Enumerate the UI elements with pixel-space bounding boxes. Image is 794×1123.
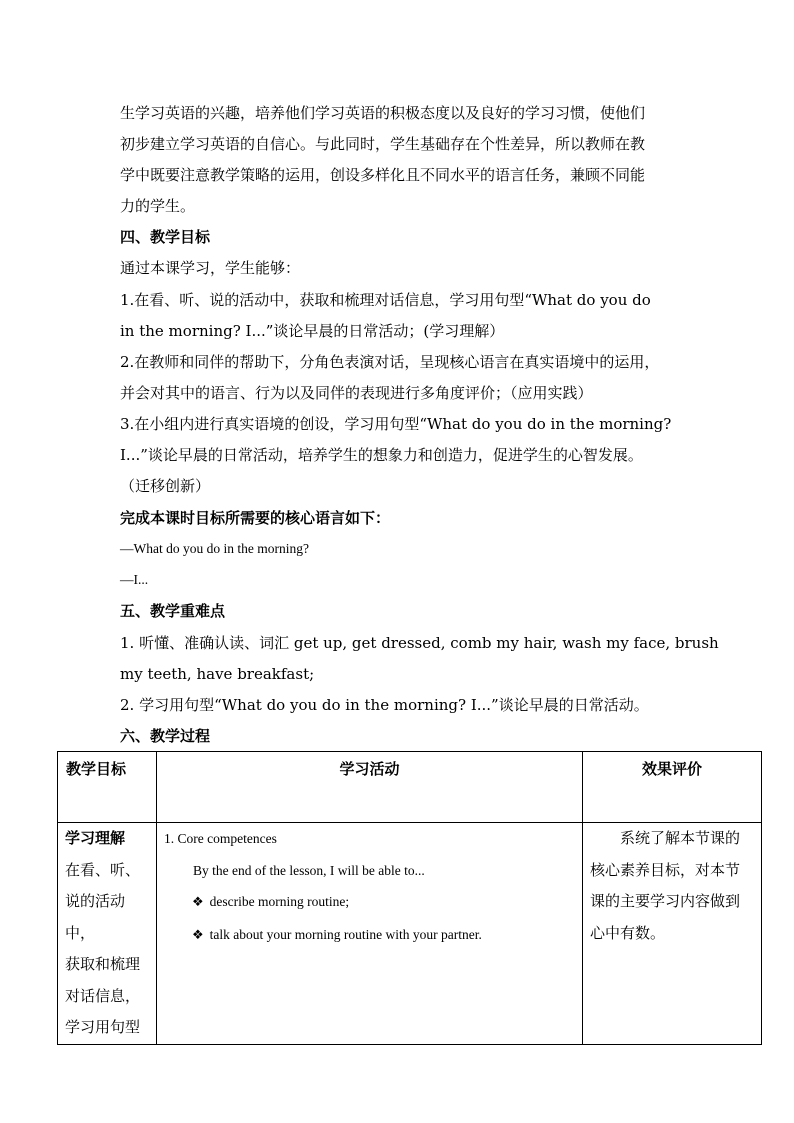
paragraph-line: 学中既要注意教学策略的运用，创设多样化且不同水平的语言任务，兼顾不同能: [120, 166, 646, 184]
goal-line: 对话信息，: [65, 986, 141, 1005]
goal-line: 在看、听、: [65, 860, 141, 879]
core-language-heading: 完成本课时目标所需要的核心语言如下：: [120, 509, 391, 527]
evaluation-line: 心中有数。: [590, 923, 666, 942]
goal-line: 学习用句型: [65, 1018, 141, 1036]
evaluation-line: 系统了解本节课的: [620, 829, 741, 847]
goal-line: 获取和梳理: [65, 955, 141, 973]
section-heading-process: 六、教学过程: [120, 727, 211, 745]
activity-bullet: ❖ describe morning routine;: [192, 894, 350, 910]
core-language-answer: —I...: [120, 572, 149, 587]
table-row: [58, 823, 762, 1045]
evaluation-cell: [583, 823, 762, 1045]
activity-bullet: ❖ talk about your morning routine with your partner.: [192, 926, 482, 943]
key-point-2: 2. 学习用句型“What do you do in the morning? I...”谈论早晨的日常活动。: [120, 696, 649, 714]
key-point-1-line-1: 1. 听懂、准确认读、词汇 get up, get dressed, comb my hair, wash my face, brush: [120, 634, 719, 652]
goal-line: 说的活动中，: [65, 892, 126, 942]
goal-2-line-2: 并会对其中的语言、行为以及同伴的表现进行多角度评价；（应用实践）: [120, 384, 593, 402]
goals-intro: 通过本课学习，学生能够：: [120, 259, 301, 277]
goal-2-line-1: 2.在教师和同伴的帮助下，分角色表演对话，呈现核心语言在真实语境中的运用，: [120, 353, 660, 371]
evaluation-line: 课的主要学习内容做到: [590, 892, 741, 910]
activity-cell: [157, 823, 583, 1045]
diamond-bullet-icon: ❖: [192, 895, 204, 910]
goal-title: 学习理解: [65, 829, 126, 847]
goal-1-line-2: in the morning? I...”谈论早晨的日常活动；(学习理解）: [120, 322, 505, 340]
table-header-row: [58, 752, 762, 823]
activity-title: 1. Core competences: [164, 831, 277, 846]
section-heading-key-points: 五、教学重难点: [120, 602, 226, 620]
goal-cell: [58, 823, 157, 1045]
teaching-process-table: [57, 751, 762, 1045]
paragraph-line: 生学习英语的兴趣，培养他们学习英语的积极态度以及良好的学习习惯，使他们: [120, 104, 646, 122]
goal-1-line-1: 1.在看、听、说的活动中，获取和梳理对话信息，学习用句型“What do you do: [120, 291, 651, 309]
header-activity: 学习活动: [157, 752, 583, 823]
header-goal: 教学目标: [58, 752, 157, 823]
paragraph-line: 力的学生。: [120, 197, 196, 215]
core-language-question: —What do you do in the morning?: [120, 541, 309, 556]
goal-3-line-1: 3.在小组内进行真实语境的创设，学习用句型“What do you do in the morning?: [120, 415, 672, 433]
paragraph-line: 初步建立学习英语的自信心。与此同时，学生基础存在个性差异，所以教师在教: [120, 135, 646, 153]
evaluation-line: 核心素养目标，对本节: [590, 860, 741, 879]
goal-3-line-3: （迁移创新）: [120, 477, 211, 495]
key-point-1-line-2: my teeth, have breakfast;: [120, 665, 315, 683]
diamond-bullet-icon: ❖: [192, 927, 204, 943]
header-evaluation: 效果评价: [583, 752, 762, 823]
goal-3-line-2: I...”谈论早晨的日常活动，培养学生的想象力和创造力，促进学生的心智发展。: [120, 446, 643, 464]
activity-intro: By the end of the lesson, I will be able to...: [193, 862, 425, 878]
section-heading-goals: 四、教学目标: [120, 228, 211, 246]
